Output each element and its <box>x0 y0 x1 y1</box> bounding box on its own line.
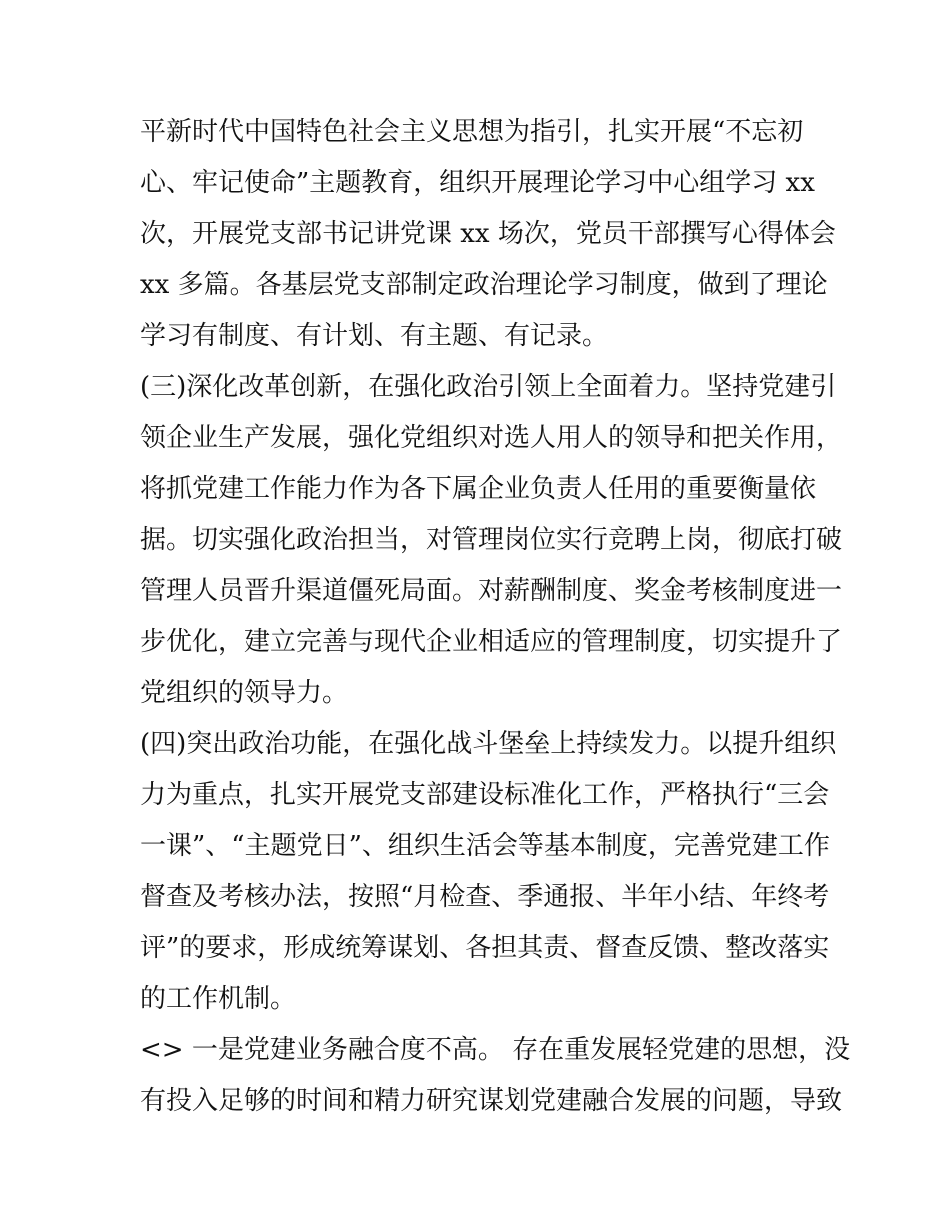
problem-item-1: <> 一是党建业务融合度不高。 存在重发展轻党建的思想，没 <box>140 1035 851 1065</box>
section-heading-3: (三)深化改革创新，在强化政治引领上全面着力。坚持党建引 <box>140 372 837 402</box>
text-line: 心、牢记使命”主题教育，组织开展理论学习中心组学习 xx <box>140 168 815 198</box>
text-line: xx 多篇。各基层党支部制定政治理论学习制度，做到了理论 <box>140 270 828 300</box>
text-line: 管理人员晋升渠道僵死局面。对薪酬制度、奖金考核制度进一 <box>140 576 843 606</box>
text-line: 步优化，建立完善与现代企业相适应的管理制度，切实提升了 <box>140 627 843 657</box>
text-line: 有投入足够的时间和精力研究谋划党建融合发展的问题，导致 <box>140 1086 843 1116</box>
text-line: 学习有制度、有计划、有主题、有记录。 <box>140 321 609 351</box>
text-line: 的工作机制。 <box>140 984 297 1014</box>
text-line: 力为重点，扎实开展党支部建设标准化工作，严格执行“三会 <box>140 780 830 810</box>
text-line: 平新时代中国特色社会主义思想为指引，扎实开展“不忘初 <box>140 117 804 147</box>
text-line: 将抓党建工作能力作为各下属企业负责人任用的重要衡量依 <box>140 474 817 504</box>
text-line: 评”的要求，形成统筹谋划、各担其责、督查反馈、整改落实 <box>140 933 830 963</box>
text-line: 一课”、“主题党日”、组织生活会等基本制度，完善党建工作 <box>140 831 830 861</box>
text-line: 次，开展党支部书记讲党课 xx 场次，党员干部撰写心得体会 <box>140 219 836 249</box>
text-line: 领企业生产发展，强化党组织对选人用人的领导和把关作用， <box>140 423 843 453</box>
text-line: 据。切实强化政治担当，对管理岗位实行竞聘上岗，彻底打破 <box>140 525 843 555</box>
text-line: 党组织的领导力。 <box>140 678 349 708</box>
body-text <box>140 107 851 1127</box>
text-line: 督查及考核办法，按照“月检查、季通报、半年小结、年终考 <box>140 882 830 912</box>
section-heading-4: (四)突出政治功能，在强化战斗堡垒上持续发力。以提升组织 <box>140 729 837 759</box>
